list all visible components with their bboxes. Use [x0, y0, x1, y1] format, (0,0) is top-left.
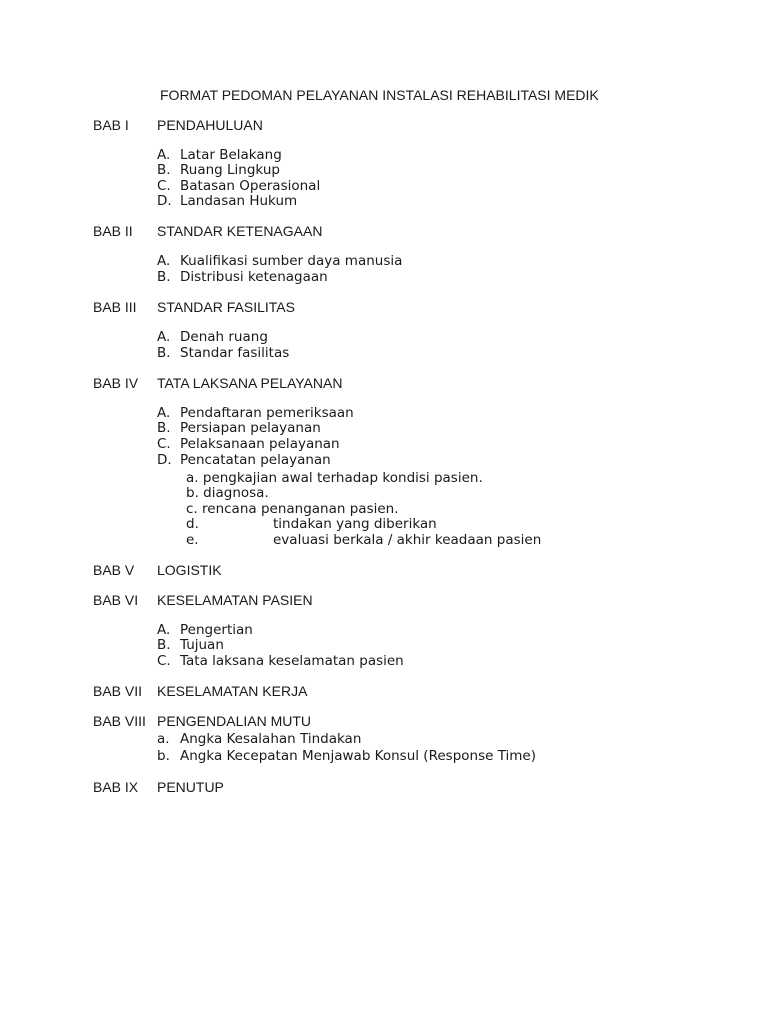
- sub-item-marker: c.: [186, 501, 198, 517]
- item-marker: B.: [157, 637, 171, 653]
- sub-list-item: [186, 485, 269, 501]
- item-marker: B.: [157, 345, 171, 361]
- sub-item-marker: b.: [186, 485, 199, 501]
- list-item: [157, 329, 268, 345]
- sub-item-text: rencana penanganan pasien.: [202, 501, 399, 517]
- chapter-title: PENDAHULUAN: [157, 117, 263, 133]
- sub-item-marker: a.: [186, 470, 199, 486]
- item-marker: C.: [157, 653, 171, 669]
- item-marker: C.: [157, 436, 171, 452]
- chapter-title: STANDAR FASILITAS: [157, 299, 295, 315]
- item-marker: D.: [157, 193, 172, 209]
- item-text: Landasan Hukum: [180, 193, 298, 209]
- chapter-label: BAB VI: [93, 592, 139, 608]
- chapter-label: BAB VIII: [93, 713, 146, 729]
- list-item: [157, 193, 297, 209]
- list-item: [157, 436, 340, 452]
- item-marker: a.: [157, 731, 170, 747]
- item-marker: A.: [157, 147, 171, 163]
- list-item: [157, 405, 354, 421]
- list-item: [157, 178, 320, 194]
- list-item: [157, 748, 536, 764]
- item-text: Pelaksanaan pelayanan: [180, 436, 340, 452]
- list-item: [157, 253, 402, 269]
- chapter-title: STANDAR KETENAGAAN: [157, 223, 323, 239]
- item-text: Tujuan: [180, 637, 224, 653]
- item-text: Pendaftaran pemeriksaan: [180, 405, 354, 421]
- list-item: [157, 637, 224, 653]
- item-text: Distribusi ketenagaan: [180, 269, 328, 285]
- chapter-title: TATA LAKSANA PELAYANAN: [157, 375, 343, 391]
- item-text: Angka Kesalahan Tindakan: [180, 731, 362, 747]
- item-text: Tata laksana keselamatan pasien: [180, 653, 404, 669]
- sub-item-text: evaluasi berkala / akhir keadaan pasien: [273, 532, 542, 548]
- chapter-title: KESELAMATAN KERJA: [157, 683, 308, 699]
- list-item: [157, 420, 321, 436]
- chapter-label: BAB I: [93, 117, 129, 133]
- item-text: Kualifikasi sumber daya manusia: [180, 253, 403, 269]
- chapter-title: PENGENDALIAN MUTU: [157, 713, 312, 729]
- chapter-title: PENUTUP: [157, 779, 224, 795]
- list-item: [157, 731, 361, 747]
- item-marker: B.: [157, 162, 171, 178]
- item-marker: A.: [157, 405, 171, 421]
- item-marker: b.: [157, 748, 170, 764]
- list-item: [157, 269, 328, 285]
- item-marker: A.: [157, 253, 171, 269]
- item-marker: C.: [157, 178, 171, 194]
- list-item: [157, 452, 331, 468]
- item-marker: A.: [157, 622, 171, 638]
- sub-item-marker: d.: [186, 516, 199, 532]
- chapter-label: BAB IX: [93, 779, 139, 795]
- item-text: Pencatatan pelayanan: [180, 452, 331, 468]
- item-text: Standar fasilitas: [180, 345, 290, 361]
- document-title: FORMAT PEDOMAN PELAYANAN INSTALASI REHABILITASI MEDIK: [160, 87, 599, 103]
- chapter-label: BAB II: [93, 223, 133, 239]
- sub-item-text: pengkajian awal terhadap kondisi pasien.: [202, 470, 483, 486]
- item-marker: D.: [157, 452, 172, 468]
- list-item: [157, 653, 404, 669]
- list-item: [157, 147, 282, 163]
- item-text: Latar Belakang: [180, 147, 282, 163]
- item-marker: B.: [157, 269, 171, 285]
- item-marker: B.: [157, 420, 171, 436]
- chapter-title: KESELAMATAN PASIEN: [157, 592, 313, 608]
- item-text: Denah ruang: [180, 329, 268, 345]
- list-item: [157, 622, 253, 638]
- sub-item-marker: e.: [186, 532, 199, 548]
- sub-list-item: [186, 501, 399, 517]
- chapter-label: BAB IV: [93, 375, 139, 391]
- item-text: Ruang Lingkup: [180, 162, 280, 178]
- list-item: [157, 345, 289, 361]
- sub-item-text: tindakan yang diberikan: [273, 516, 437, 532]
- item-marker: A.: [157, 329, 171, 345]
- item-text: Angka Kecepatan Menjawab Konsul (Response Time): [180, 748, 537, 764]
- chapter-label: BAB VII: [93, 683, 143, 699]
- chapter-label: BAB V: [93, 562, 135, 578]
- chapter-title: LOGISTIK: [157, 562, 222, 578]
- item-text: Pengertian: [180, 622, 253, 638]
- sub-item-text: diagnosa.: [203, 485, 269, 501]
- sub-list-item: [186, 470, 483, 486]
- item-text: Batasan Operasional: [180, 178, 321, 194]
- list-item: [157, 162, 280, 178]
- chapter-label: BAB III: [93, 299, 137, 315]
- item-text: Persiapan pelayanan: [180, 420, 321, 436]
